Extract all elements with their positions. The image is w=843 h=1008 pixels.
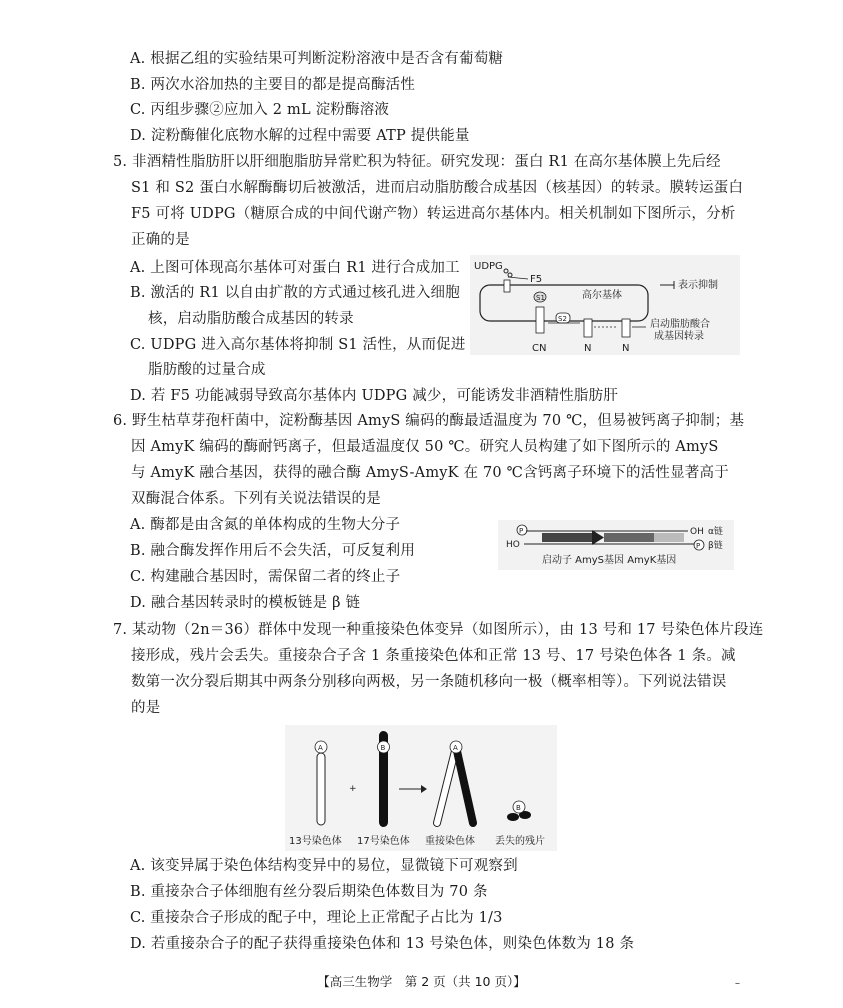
q5-option-d: D. 若 F5 功能减弱导致高尔基体内 UDPG 减少，可能诱发非酒精性脂肪肝 bbox=[130, 388, 619, 404]
oh-label: OH bbox=[690, 527, 704, 537]
q5-option-a: A. 上图可体现高尔基体可对蛋白 R1 进行合成加工 bbox=[130, 260, 460, 276]
q6-option-d: D. 融合基因转录时的模板链是 β 链 bbox=[130, 595, 361, 611]
q4-option-b: B. 两次水浴加热的主要目的都是提高酶活性 bbox=[130, 77, 416, 93]
q7-option-d: D. 若重接杂合子的配子获得重接染色体和 13 号染色体，则染色体数为 18 条 bbox=[130, 936, 635, 952]
q6-stem-line1: 6. 野生枯草芽孢杆菌中，淀粉酶基因 AmyS 编码的酶最适温度为 70 ℃，但易被钙离子抑制；基 bbox=[113, 413, 745, 429]
ho-label: HO bbox=[506, 540, 520, 550]
chr13-body bbox=[317, 753, 325, 825]
q5-option-c: C. UDPG 进入高尔基体将抑制 S1 活性，从而促进 bbox=[130, 337, 466, 353]
s1-label: S1 bbox=[536, 294, 545, 302]
lost-fragment-white-part bbox=[507, 813, 519, 821]
n-label-1: N bbox=[584, 343, 592, 354]
n-label-2: N bbox=[622, 343, 630, 354]
r1-protein-icon bbox=[536, 307, 544, 333]
page-footer: 【高三生物学 第 2 页（共 10 页）】 bbox=[317, 974, 526, 989]
q7-option-c: C. 重接杂合子形成的配子中，理论上正常配子占比为 1/3 bbox=[130, 910, 503, 926]
q6-stem-line4: 双酶混合体系。下列有关说法错误的是 bbox=[131, 491, 381, 507]
amys-gene-segment bbox=[604, 533, 654, 542]
chr17-label: 17号染色体 bbox=[357, 836, 410, 847]
chr13-a-label: A bbox=[318, 744, 323, 752]
q5-option-c-cont: 脂肪酸的过量合成 bbox=[148, 362, 266, 378]
f5-transporter-icon bbox=[504, 280, 510, 292]
q4-option-a: A. 根据乙组的实验结果可判断淀粉溶液中是否含有葡萄糖 bbox=[130, 51, 504, 67]
q5-option-b-cont: 核，启动脂肪酸合成基因的转录 bbox=[148, 311, 354, 327]
q4-option-c: C. 丙组步骤②应加入 2 mL 淀粉酶溶液 bbox=[130, 102, 390, 118]
q6-option-c: C. 构建融合基因时，需保留二者的终止子 bbox=[130, 569, 401, 585]
q4-option-d: D. 淀粉酶催化底物水解的过程中需要 ATP 提供能量 bbox=[130, 128, 470, 144]
chr17-b-label: B bbox=[380, 744, 386, 752]
f5-label: F5 bbox=[530, 274, 543, 285]
q7-stem-line3: 数第一次分裂后期其中两条分别移向两极，另一条随机移向一极（概率相等）。下列说法错误 bbox=[131, 674, 727, 690]
amyk-gene-segment bbox=[654, 533, 684, 542]
q5-stem-line2: S1 和 S2 蛋白水解酶酶切后被激活，进而启动脂肪酸合成基因（核基因）的转录。膜转运蛋白 bbox=[131, 180, 744, 196]
q7-option-b: B. 重接杂合子体细胞有丝分裂后期染色体数目为 70 条 bbox=[130, 884, 488, 900]
gene-region-label: 启动子 AmyS基因 AmyK基因 bbox=[542, 555, 677, 566]
q6-option-b: B. 融合酶发挥作用后不会失活，可反复利用 bbox=[130, 543, 416, 559]
golgi-mechanism-diagram bbox=[470, 255, 740, 355]
rejoin-a-label: A bbox=[453, 744, 458, 752]
fusion-gene-diagram bbox=[498, 520, 734, 570]
chr13-label: 13号染色体 bbox=[289, 836, 342, 847]
p-left-label: P bbox=[519, 527, 524, 535]
s2-label: S2 bbox=[558, 315, 567, 323]
q5-stem-line1: 5. 非酒精性脂肪肝以肝细胞脂肪异常贮积为特征。研究发现：蛋白 R1 在高尔基体膜上先后经 bbox=[113, 154, 721, 170]
chromosome-rejoin-diagram bbox=[285, 725, 557, 851]
golgi-label: 高尔基体 bbox=[582, 290, 622, 301]
lost-fragment-label: 丢失的残片 bbox=[495, 836, 545, 847]
q5-stem-line4: 正确的是 bbox=[131, 232, 190, 248]
promoter-segment bbox=[542, 533, 592, 542]
lost-b-label: B bbox=[516, 804, 521, 812]
inhibit-legend: 表示抑制 bbox=[678, 280, 718, 291]
rejoin-label: 重接染色体 bbox=[425, 836, 475, 847]
udpg-label: UDPG bbox=[474, 261, 503, 272]
r1-active-icon bbox=[584, 319, 592, 337]
q6-stem-line3: 与 AmyK 融合基因，获得的融合酶 AmyS-AmyK 在 70 ℃含钙离子环境下的活性显著高于 bbox=[131, 465, 729, 481]
q7-stem-line1: 7. 某动物（2n＝36）群体中发现一种重接染色体变异（如图所示），由 13 号和 17 号染色体片段连 bbox=[113, 622, 764, 638]
beta-chain-label: β链 bbox=[708, 541, 723, 551]
page-mark: – bbox=[735, 978, 740, 989]
q7-stem-line2: 接形成，残片会丢失。重接杂合子含 1 条重接染色体和正常 13 号、17 号染色体各 1 条。减 bbox=[131, 648, 736, 664]
plus-sign: + bbox=[349, 784, 357, 794]
q6-option-a: A. 酶都是由含氮的单体构成的生物大分子 bbox=[130, 517, 401, 533]
q6-stem-line2: 因 AmyK 编码的酶耐钙离子，但最适温度仅 50 ℃。研究人员构建了如下图所示的 AmyS bbox=[131, 439, 719, 455]
q5-stem-line3: F5 可将 UDPG（糖原合成的中间代谢产物）转运进高尔基体内。相关机制如下图所示，分析 bbox=[131, 206, 736, 222]
q5-option-b: B. 激活的 R1 以自由扩散的方式通过核孔进入细胞 bbox=[130, 285, 460, 301]
alpha-chain-label: α链 bbox=[708, 527, 723, 537]
q7-option-a: A. 该变异属于染色体结构变异中的易位，显微镜下可观察到 bbox=[130, 858, 518, 874]
start-transcription-label-1: 启动脂肪酸合 bbox=[650, 319, 710, 330]
start-transcription-label-2: 成基因转录 bbox=[654, 331, 704, 342]
p-right-label: P bbox=[696, 542, 701, 550]
q7-stem-line4: 的是 bbox=[131, 700, 161, 716]
cn-label: CN bbox=[532, 343, 547, 354]
r1-nucleus-icon bbox=[622, 319, 630, 337]
